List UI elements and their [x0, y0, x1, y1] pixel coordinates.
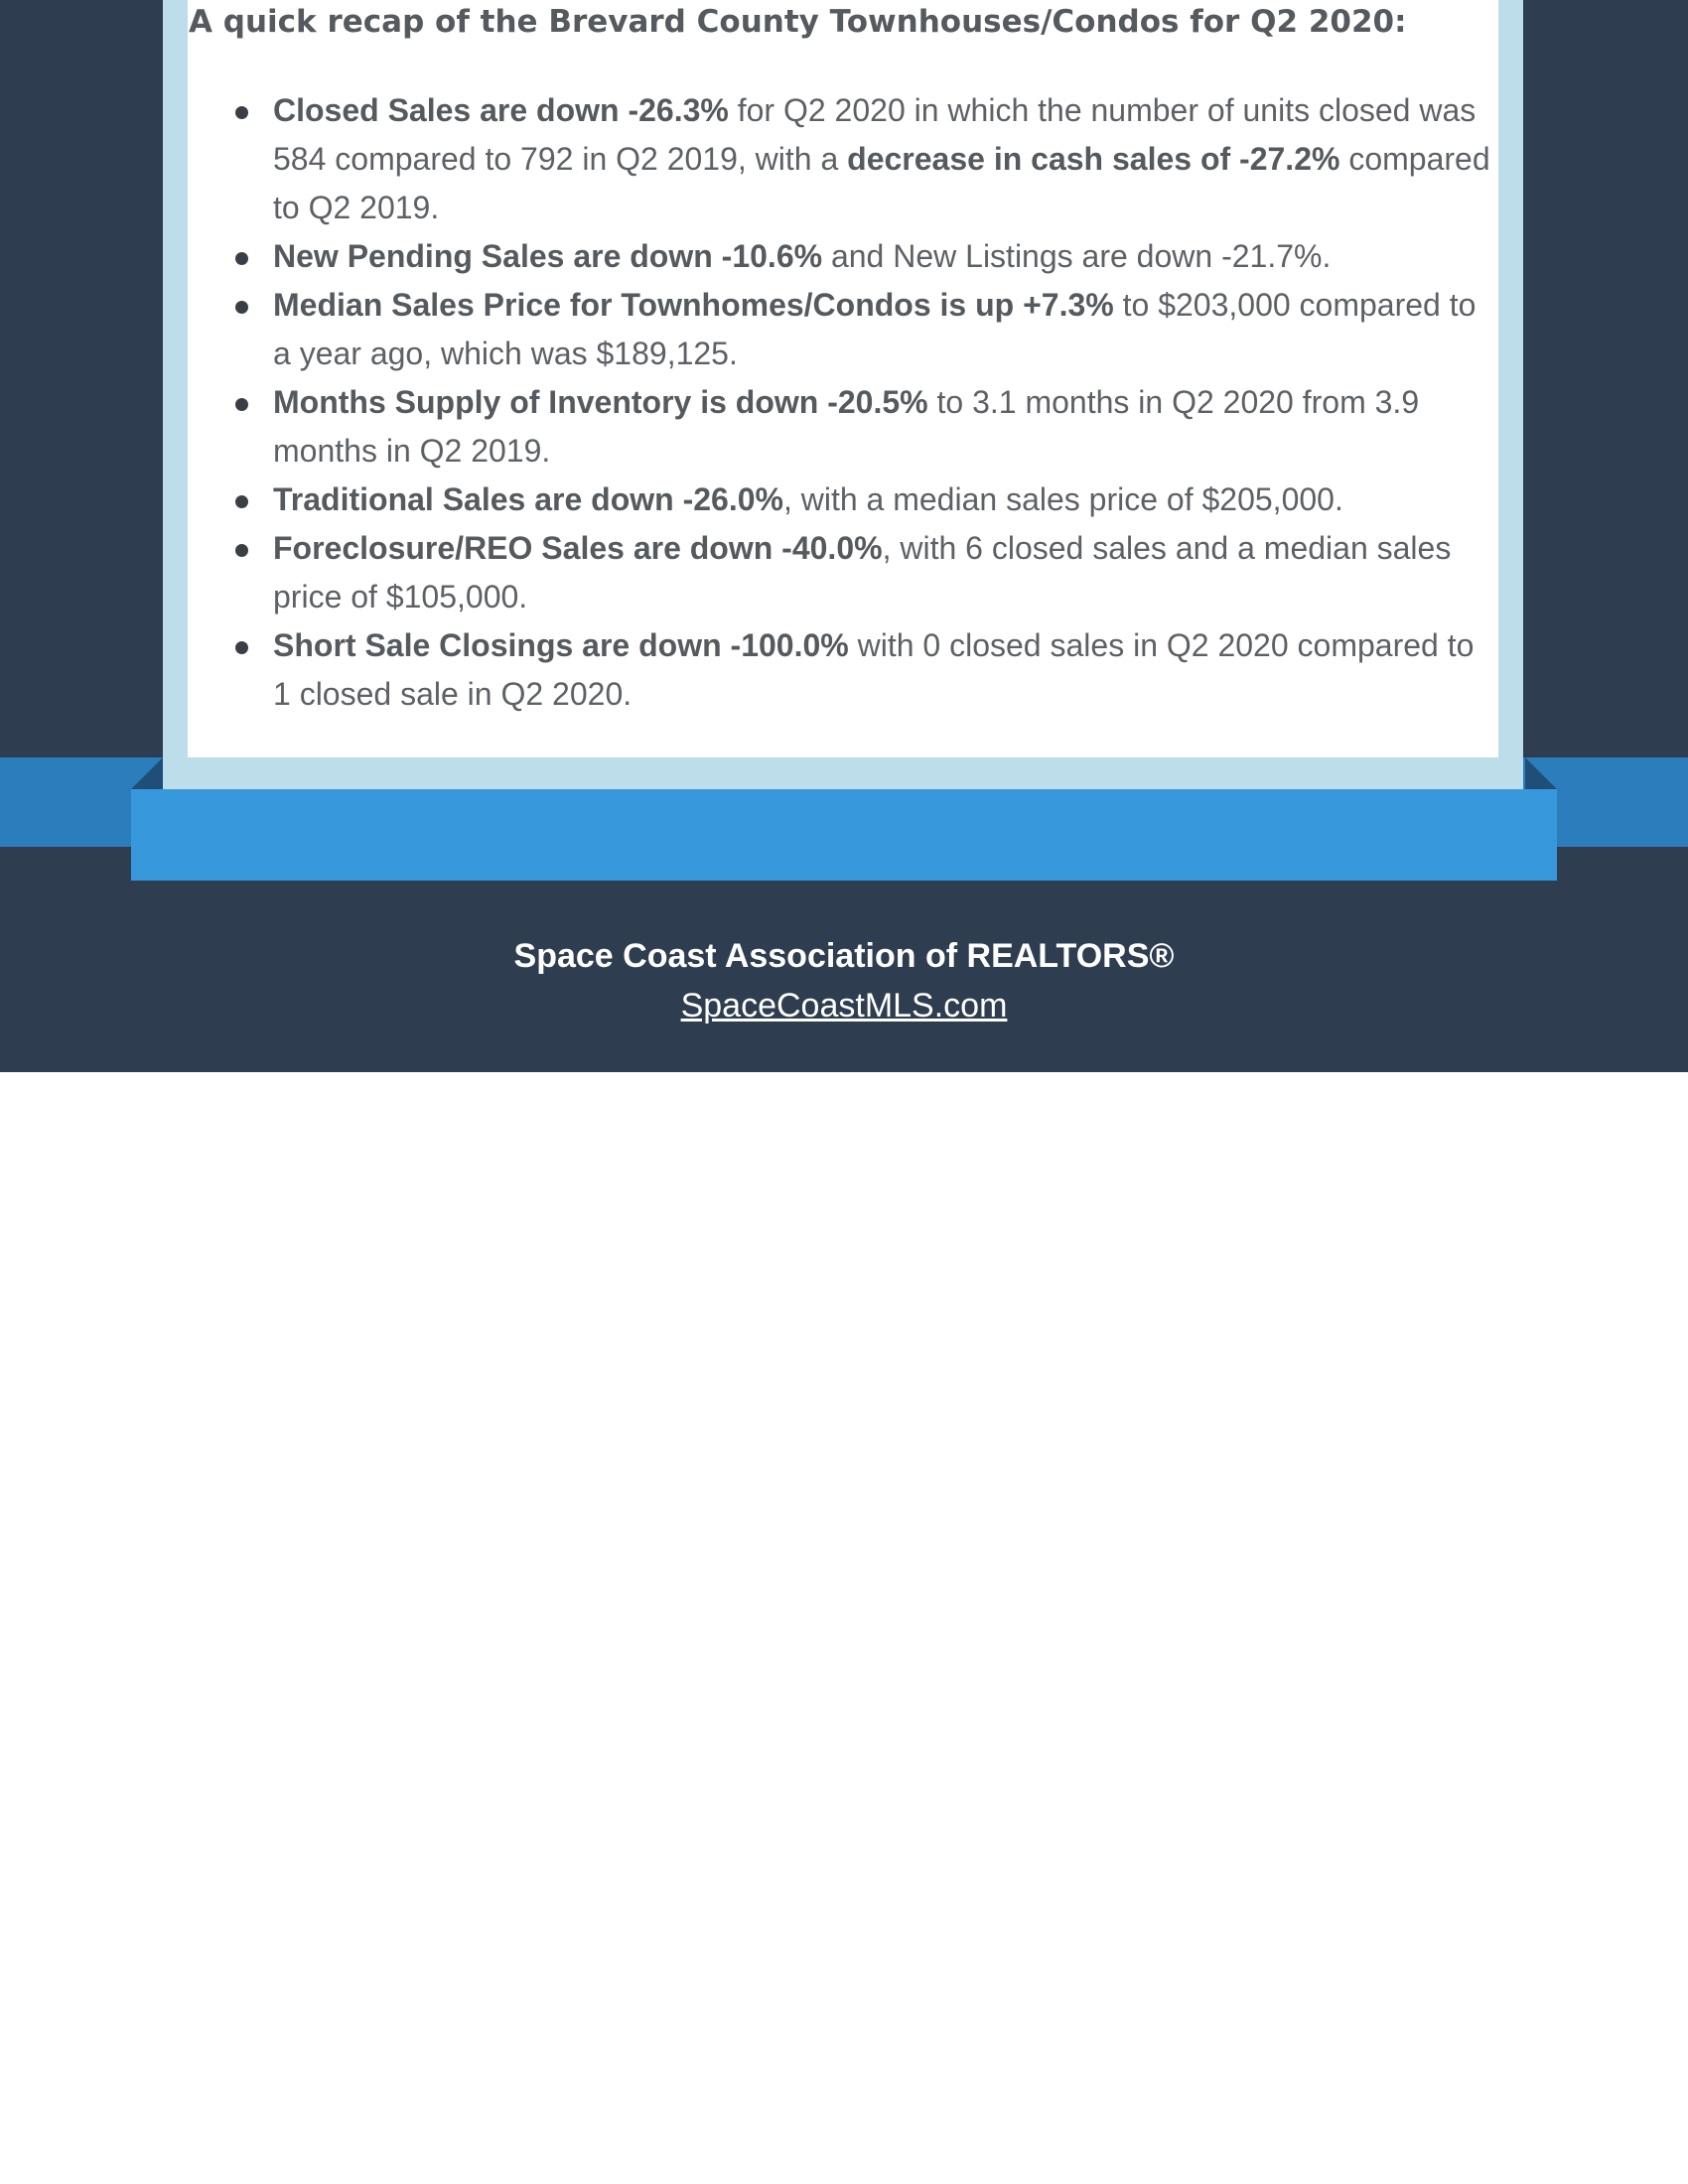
bullet-text: to $203,000 compared to a year ago, which was $189,125. [273, 287, 1477, 371]
bullet-highlight-text: decrease in cash sales of -27.2% [847, 141, 1340, 177]
bullet-dot-icon [235, 106, 248, 119]
ribbon-banner [131, 789, 1557, 881]
bullet-dot-icon [235, 398, 248, 411]
recap-bullet-item [233, 281, 1494, 378]
recap-bullet-item [233, 378, 1494, 476]
footer-organization: Space Coast Association of REALTORS® [513, 937, 1175, 975]
bullet-text: and New Listings are down -21.7%. [822, 238, 1332, 274]
recap-title: A quick recap of the Brevard County Townhouses/Condos for Q2 2020: [189, 4, 1407, 40]
bullet-highlight-text: Short Sale Closings are down -100.0% [273, 627, 849, 663]
bullet-text: compared to Q2 2019. [273, 141, 1490, 225]
bullet-highlight-text: New Pending Sales are down -10.6% [273, 238, 823, 274]
bullet-dot-icon [235, 252, 248, 265]
bullet-highlight-text: Closed Sales are down -26.3% [273, 92, 729, 128]
recap-bullet-item [233, 476, 1494, 524]
bullet-text: to 3.1 months in Q2 2020 from 3.9 months in Q2 2019. [273, 384, 1420, 469]
recap-bullet-list [233, 86, 1494, 719]
footer-website-link[interactable]: SpaceCoastMLS.com [680, 987, 1008, 1024]
recap-bullet-item [233, 524, 1494, 621]
bullet-text: for Q2 2020 in which the number of units closed was 584 compared to 792 in Q2 2019, with a [273, 92, 1477, 177]
recap-bullet-item [233, 232, 1494, 281]
bullet-dot-icon [235, 301, 248, 314]
bullet-dot-icon [235, 544, 248, 557]
bullet-highlight-text: Traditional Sales are down -26.0% [273, 481, 783, 517]
bullet-dot-icon [235, 495, 248, 508]
bullet-text: with 0 closed sales in Q2 2020 compared to 1 closed sale in Q2 2020. [273, 627, 1475, 712]
ribbon-fold-left [131, 757, 163, 789]
bullet-highlight-text: Foreclosure/REO Sales are down -40.0% [273, 530, 883, 566]
bullet-highlight-text: Median Sales Price for Townhomes/Condos is up +7.3% [273, 287, 1114, 323]
ribbon-fold-right [1525, 757, 1557, 789]
bullet-text: , with 6 closed sales and a median sales price of $105,000. [273, 530, 1452, 614]
recap-bullet-item [233, 621, 1494, 719]
recap-bullet-item [233, 86, 1494, 232]
bullet-highlight-text: Months Supply of Inventory is down -20.5% [273, 384, 928, 420]
bullet-text: , with a median sales price of $205,000. [782, 481, 1343, 517]
bullet-dot-icon [235, 641, 248, 654]
